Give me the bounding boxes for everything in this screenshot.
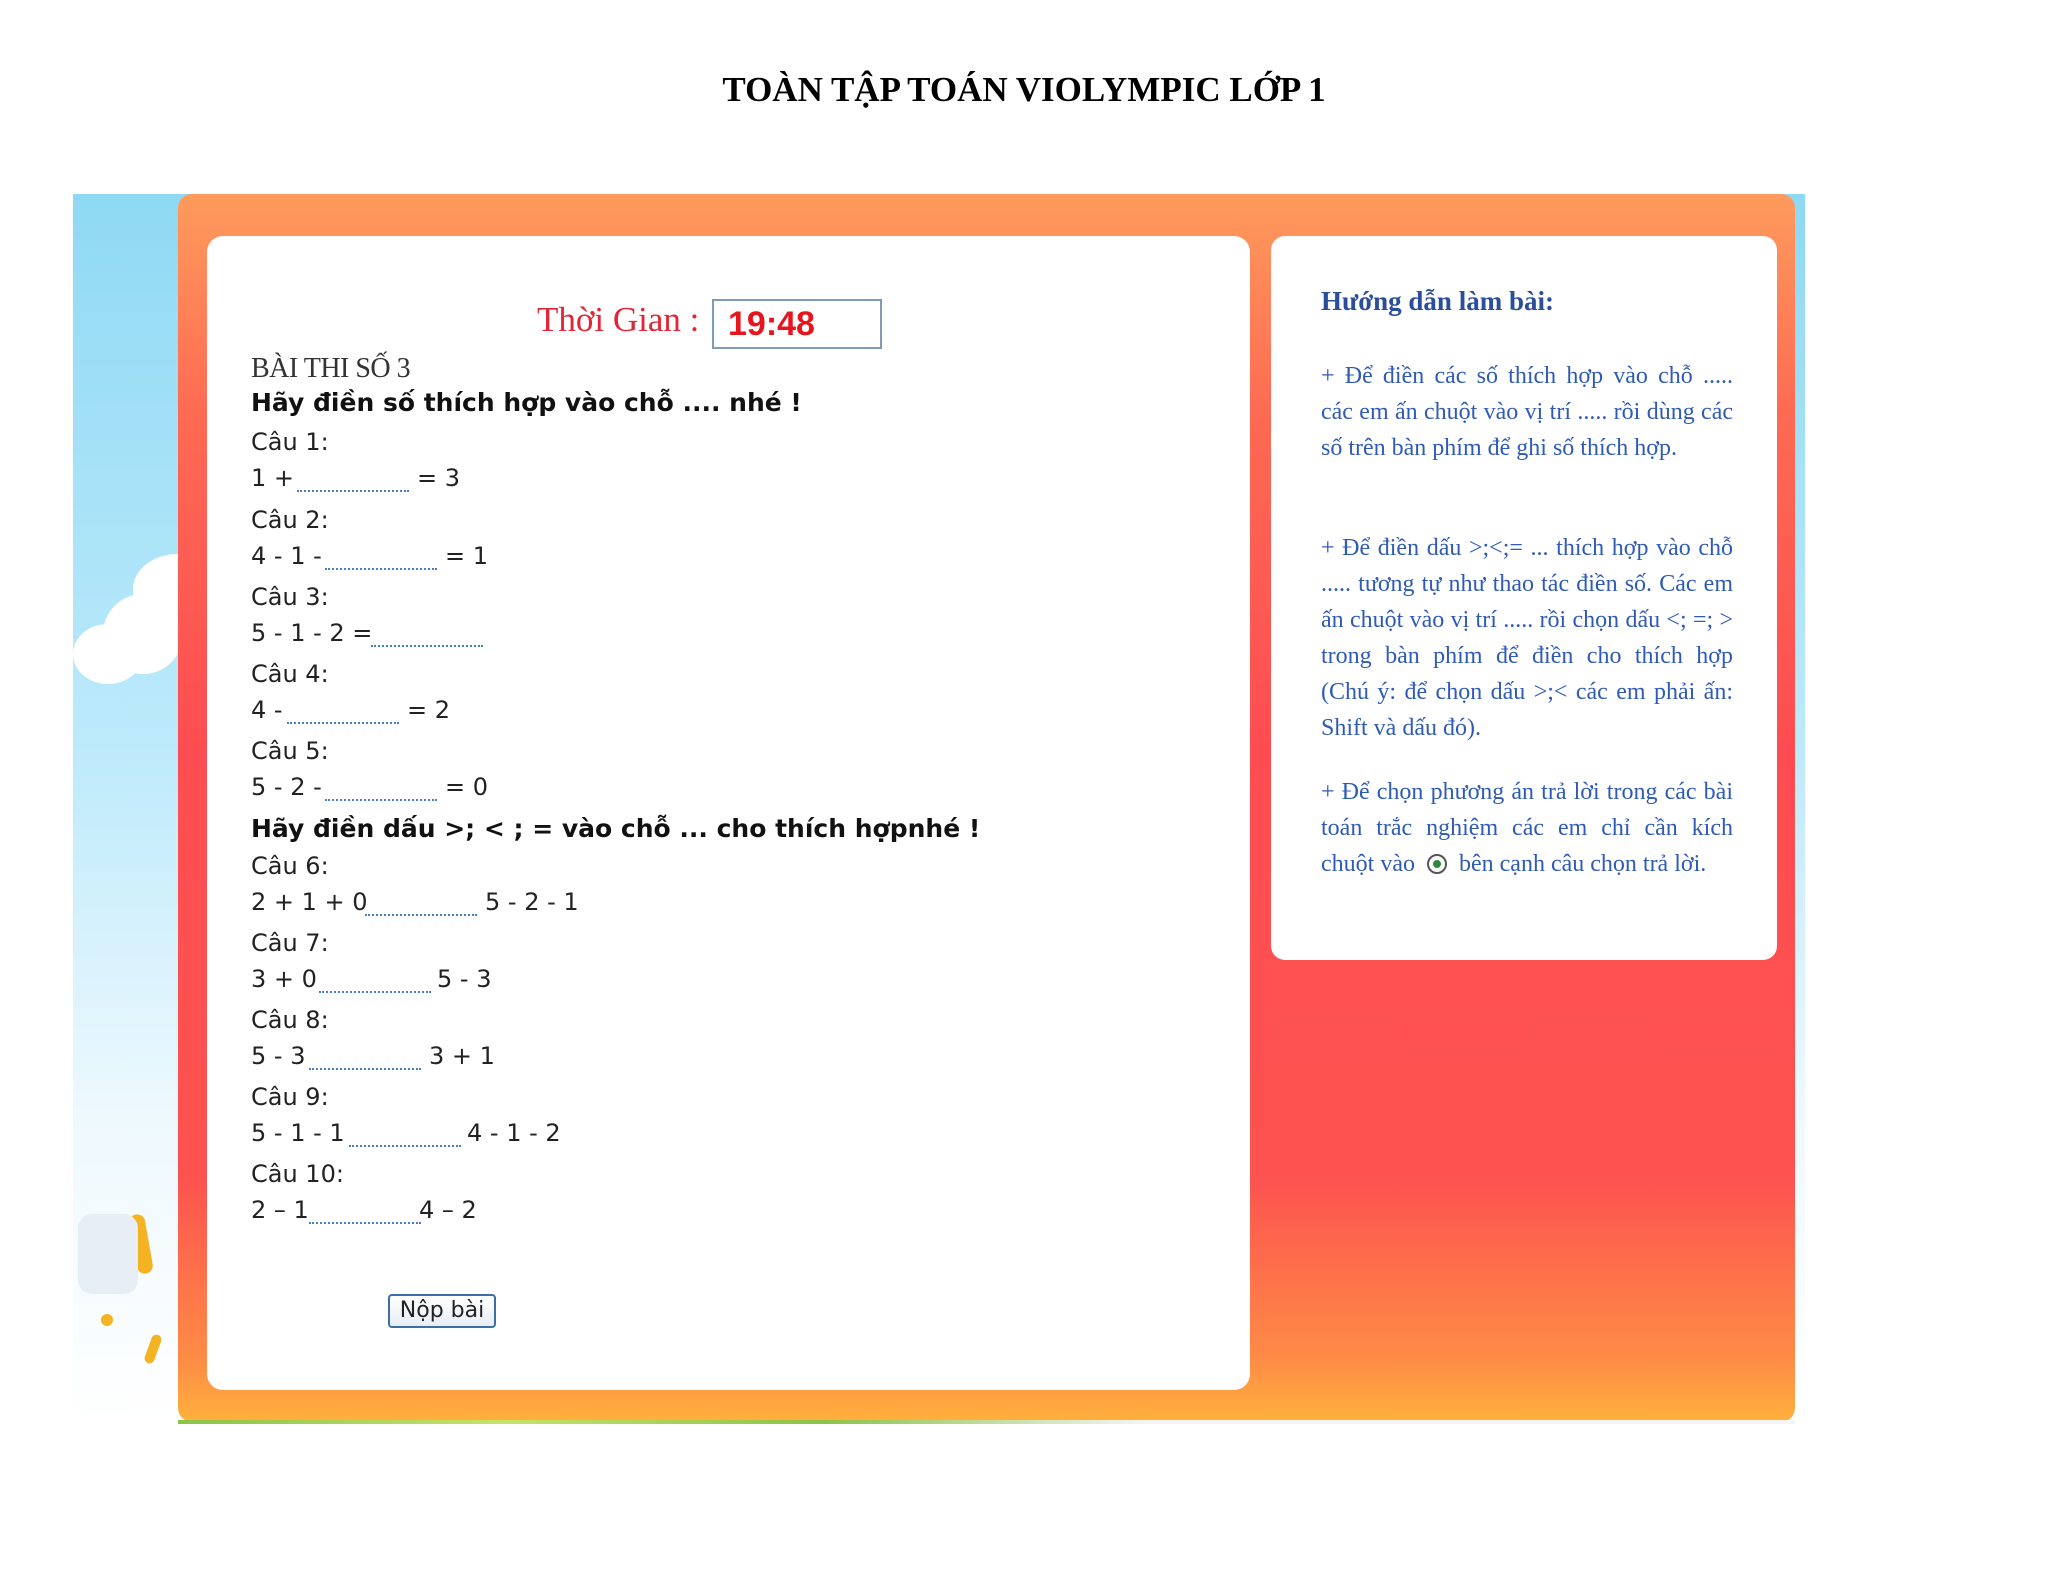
exam-panel	[207, 236, 1250, 1390]
question-right-expr: 5 - 2 - 1	[485, 888, 579, 916]
instruction-fill-signs: Hãy điền dấu >; < ; = vào chỗ ... cho thích hợpnhé !	[251, 814, 981, 843]
answer-blank-1[interactable]	[297, 464, 409, 492]
question-label: Câu 4:	[251, 660, 329, 688]
guide-paragraph-signs: + Để điền dấu >;<;= ... thích hợp vào chỗ ..... tương tự như thao tác điền số. Các em ấn chuột vào vị trí ..... rồi chọn dấu <; =; > trong bàn phím để điền cho thích hợp (Chú ý: để chọn dấu >;< các em phải ấn: Shift và dấu đó).	[1321, 535, 1733, 741]
question-right-expr: 3 + 1	[429, 1042, 495, 1070]
radio-selected-icon	[1427, 854, 1447, 874]
timer-label: Thời Gian :	[537, 300, 700, 339]
question-right-expr: = 1	[445, 542, 489, 570]
answer-blank-10[interactable]	[309, 1196, 421, 1224]
question-label: Câu 1:	[251, 428, 329, 456]
answer-blank-8[interactable]	[309, 1042, 421, 1070]
question-left-expr: 5 - 1 - 1	[251, 1119, 345, 1147]
question-left-expr: 2 – 1	[251, 1196, 309, 1224]
document-title: TOÀN TẬP TOÁN VIOLYMPIC LỚP 1	[722, 70, 1326, 109]
question-label: Câu 5:	[251, 737, 329, 765]
cloud-decoration	[73, 624, 143, 684]
question-right-expr: = 2	[407, 696, 451, 724]
answer-blank-9[interactable]	[349, 1119, 461, 1147]
question-label: Câu 3:	[251, 583, 329, 611]
question-left-expr: 4 -	[251, 696, 283, 724]
submit-button[interactable]: Nộp bài	[388, 1294, 496, 1328]
question-left-expr: 5 - 3	[251, 1042, 306, 1070]
question-right-expr: = 3	[417, 464, 461, 492]
answer-blank-3[interactable]	[371, 619, 483, 647]
exam-title: BÀI THI SỐ 3	[251, 353, 411, 384]
guide-paragraph-choice	[1321, 774, 1733, 882]
question-label: Câu 7:	[251, 929, 329, 957]
answer-blank-2[interactable]	[325, 542, 437, 570]
question-line	[251, 464, 294, 492]
answer-blank-5[interactable]	[325, 773, 437, 801]
instruction-fill-numbers: Hãy điền số thích hợp vào chỗ .... nhé !	[251, 388, 802, 417]
answer-blank-4[interactable]	[287, 696, 399, 724]
question-right-expr: 5 - 3	[437, 965, 492, 993]
question-left-expr: 5 - 1 - 2 =	[251, 619, 373, 647]
guide-title: Hướng dẫn làm bài:	[1321, 286, 1554, 316]
guide-choice-text-after: bên cạnh câu chọn trả lời.	[1458, 851, 1707, 877]
question-left-expr: 2 + 1 + 0	[251, 888, 368, 916]
question-label: Câu 9:	[251, 1083, 329, 1111]
grass-decoration	[178, 1420, 1795, 1424]
question-left-expr: 1 +	[251, 464, 295, 492]
timer-display: 19:48	[712, 299, 882, 349]
guide-choice-text-before: + Để chọn phương án trả lời trong các bài toán trắc nghiệm các em chỉ cần kích chuột vào	[1321, 779, 1733, 877]
question-label: Câu 2:	[251, 506, 329, 534]
answer-blank-6[interactable]	[365, 888, 477, 916]
question-left-expr: 4 - 1 -	[251, 542, 322, 570]
question-label: Câu 6:	[251, 852, 329, 880]
question-left-expr: 3 + 0	[251, 965, 317, 993]
question-right-expr: = 0	[445, 773, 489, 801]
guide-paragraph-numbers: + Để điền các số thích hợp vào chỗ ..... các em ấn chuột vào vị trí ..... rồi dùng các số trên bàn phím để ghi số thích hợp.	[1321, 363, 1733, 461]
question-label: Câu 10:	[251, 1160, 344, 1188]
answer-blank-7[interactable]	[319, 965, 431, 993]
question-right-expr: 4 – 2	[419, 1196, 477, 1224]
question-label: Câu 8:	[251, 1006, 329, 1034]
question-right-expr: 4 - 1 - 2	[467, 1119, 561, 1147]
guide-panel	[1271, 236, 1777, 960]
question-left-expr: 5 - 2 -	[251, 773, 322, 801]
